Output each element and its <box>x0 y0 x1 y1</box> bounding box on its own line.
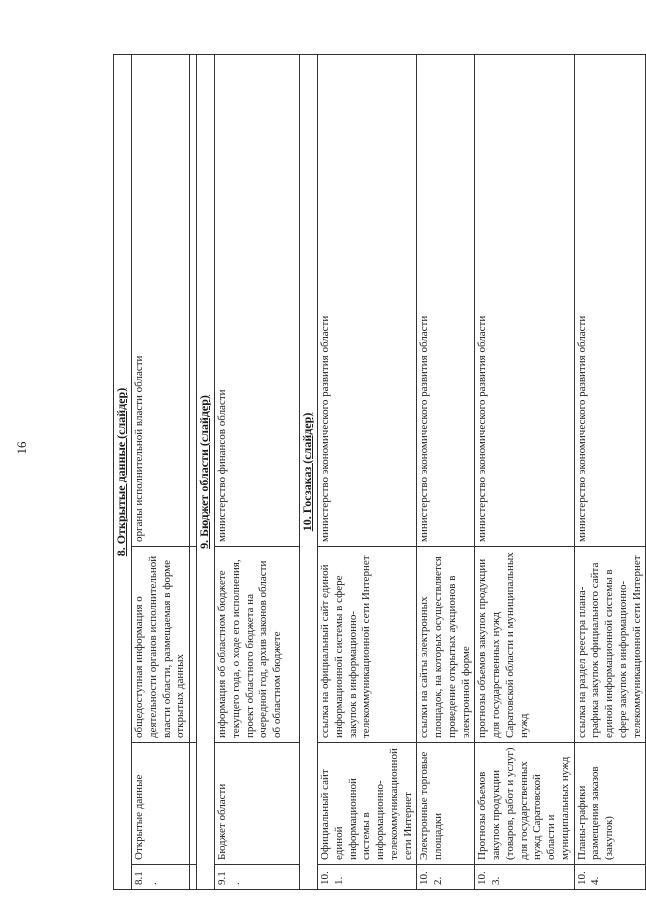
row-content: прогнозы объемов закупок продукции для государственных нужд Саратовской области и муниципальных нужд <box>475 547 574 743</box>
row-name: Официальный сайт единой информационной системы в информационно-телекоммуникационной сети Интернет <box>318 743 417 865</box>
row-name: Бюджет области <box>215 743 300 865</box>
row-number: 10.3. <box>475 865 574 890</box>
table-row <box>475 54 574 889</box>
row-content: ссылка на раздел реестра плана-графика закупок официального сайта единой информационной системы в сфере закупок в информационно-телекоммуникационной сети Интернет <box>574 547 646 743</box>
row-content: ссылка на официальный сайт единой информационной системы в сфере закупок в информационно-телекоммуникационной сети Интернет <box>318 547 417 743</box>
row-content: общедоступная информация о деятельности органов исполнительной власти области, размещаемая в форме открытых данных <box>132 547 190 743</box>
page-number: 16 <box>14 441 29 455</box>
row-responsible: министерство экономического развития области <box>318 54 417 546</box>
row-responsible: органы исполнительной власти области <box>132 54 190 546</box>
section-header-row <box>197 54 215 889</box>
table-row <box>417 54 475 889</box>
section-header-row <box>300 54 318 889</box>
row-name: Прогнозы объемов закупок продукции (товаров, работ и услуг) для государственных нужд Саратовской области и муниципальных нужд <box>475 743 574 865</box>
row-responsible: министерство финансов области <box>215 54 300 546</box>
content-table <box>113 54 646 890</box>
row-name: Электронные торговые площадки <box>417 743 475 865</box>
table-row <box>318 54 417 889</box>
spacer-row <box>190 54 197 889</box>
row-number: 10.2. <box>417 865 475 890</box>
section-header-row <box>114 54 132 889</box>
row-number: 8.1. <box>132 865 190 890</box>
section-title-10: 10. Госзаказ (слайдер) <box>300 54 318 889</box>
section-title-8: 8. Открытые данные (слайдер) <box>114 54 132 889</box>
row-number: 10.1. <box>318 865 417 890</box>
section-title-9: 9. Бюджет области (слайдер) <box>197 54 215 889</box>
table-row <box>574 54 646 889</box>
table-row <box>132 54 190 889</box>
row-number: 10.4. <box>574 865 646 890</box>
row-responsible: министерство экономического развития области <box>475 54 574 546</box>
row-name: Открытые данные <box>132 743 190 865</box>
row-responsible: министерство экономического развития области <box>417 54 475 546</box>
row-responsible: министерство экономического развития области <box>574 54 646 546</box>
row-name: Планы-графики размещения заказов (закупок) <box>574 743 646 865</box>
rotated-table-container <box>113 55 643 890</box>
row-number: 9.1. <box>215 865 300 890</box>
row-content: ссылки на сайты электронных площадок, на которых осуществляется проведение открытых аукционов в электронной форме <box>417 547 475 743</box>
table-row <box>215 54 300 889</box>
row-content: информация об областном бюджете текущего года, о ходе его исполнения, проект областного бюджета на очередной год, архив законов области об областном бюджете <box>215 547 300 743</box>
